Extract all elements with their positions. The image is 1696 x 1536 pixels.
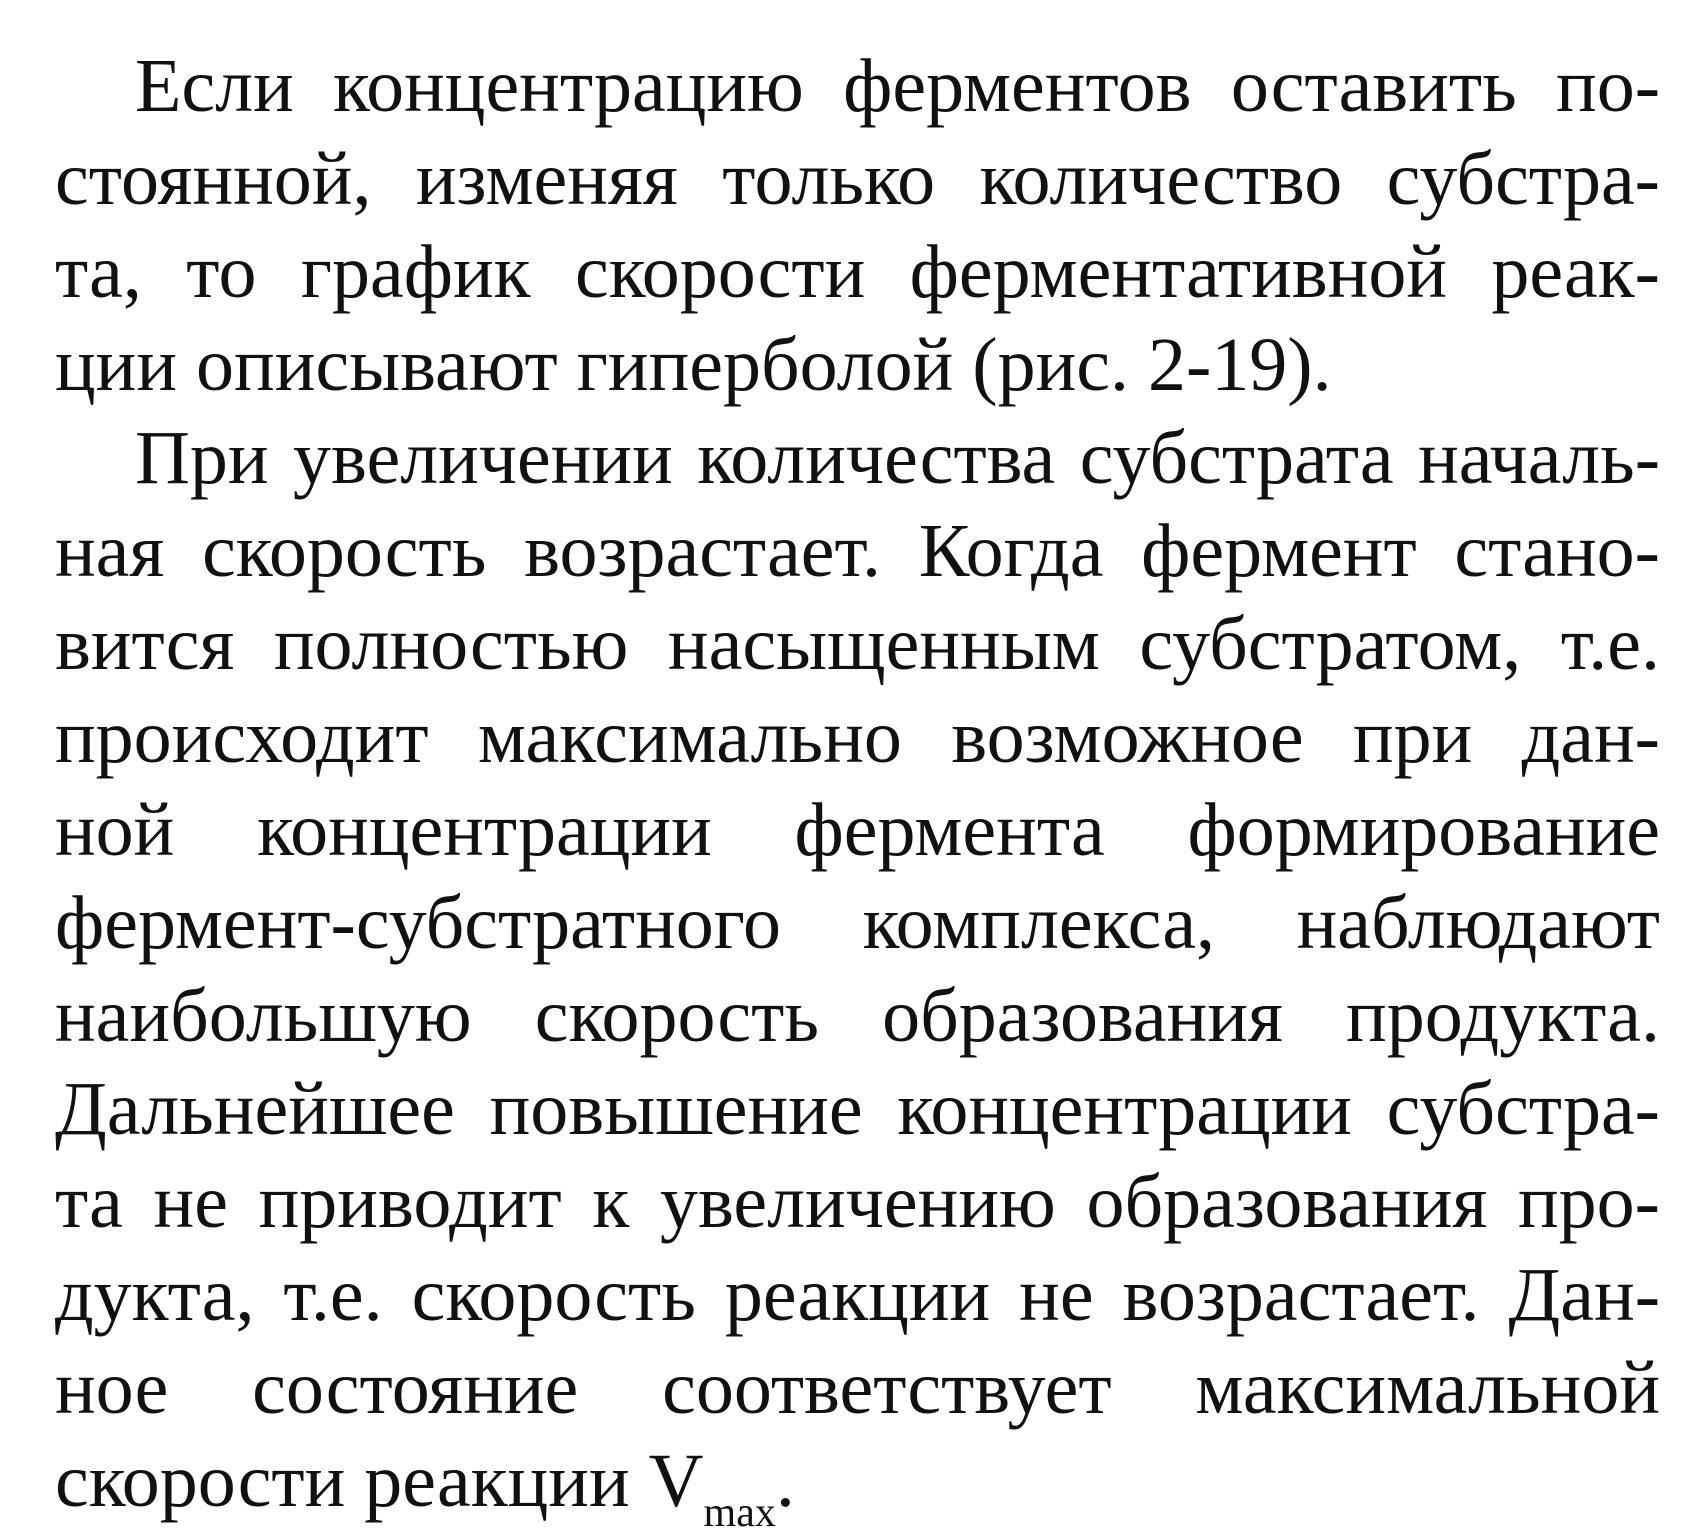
text-line: та не приводит к увеличению образования про- — [55, 1160, 1660, 1244]
text-line: ная скорость возрастает. Когда фермент стано- — [55, 509, 1660, 593]
text-line: Дальнейшее повышение концентрации субстра- — [55, 1067, 1660, 1151]
text-line: ной концентрации фермента формирование — [55, 788, 1660, 872]
final-text-line — [55, 1435, 1660, 1536]
text-line: фермент-субстратного комплекса, наблюдают — [55, 881, 1660, 965]
paragraph-1 — [55, 40, 1660, 412]
text-line: При увеличении количества субстрата началь- — [135, 416, 1660, 500]
document-page — [55, 40, 1660, 1536]
paragraph-2 — [55, 412, 1660, 1536]
text-line: ное состояние соответствует максимальной — [55, 1346, 1660, 1430]
text-line: ции описывают гиперболой (рис. 2-19). — [55, 323, 1332, 407]
text-line: Если концентрацию ферментов оставить по- — [135, 44, 1660, 128]
final-line-period: . — [775, 1439, 795, 1523]
text-line: происходит максимально возможное при дан- — [55, 695, 1660, 779]
vmax-subscript: max — [703, 1490, 776, 1536]
text-line: вится полностью насыщенным субстратом, т.е. — [55, 602, 1660, 686]
text-line: наибольшую скорость образования продукта. — [55, 974, 1660, 1058]
final-line-text: скорости реакции V — [55, 1439, 704, 1523]
text-line: та, то график скорости ферментативной реак- — [55, 230, 1660, 314]
text-line: дукта, т.е. скорость реакции не возрастает. Дан- — [55, 1253, 1660, 1337]
text-line: стоянной, изменяя только количество субстра- — [55, 137, 1660, 221]
